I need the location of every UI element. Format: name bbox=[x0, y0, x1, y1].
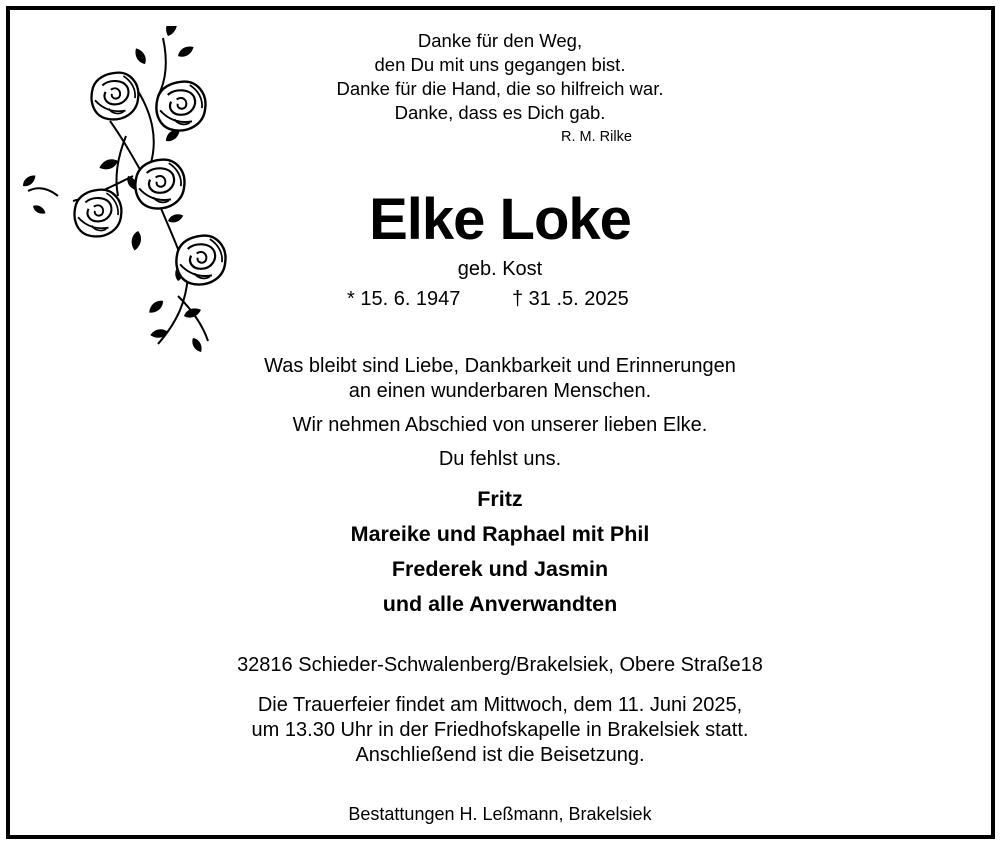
address: 32816 Schieder-Schwalenberg/Brakelsiek, Obere Straße18 bbox=[237, 654, 763, 676]
message-line: Was bleibt sind Liebe, Dankbarkeit und Erinnerungen bbox=[264, 355, 736, 377]
birth-date: * 15. 6. 1947 bbox=[347, 288, 461, 310]
death-date: † 31 .5. 2025 bbox=[512, 288, 629, 310]
birth-name: geb. Kost bbox=[457, 258, 543, 280]
poem-line: Danke, dass es Dich gab. bbox=[394, 102, 606, 123]
miss-line: Du fehlst uns. bbox=[438, 448, 562, 470]
poem-author: R. M. Rilke bbox=[561, 129, 632, 145]
family-member: Mareike und Raphael mit Phil bbox=[350, 522, 650, 546]
ceremony-line: Anschließend ist die Beisetzung. bbox=[355, 744, 645, 766]
poem-line: Danke für den Weg, bbox=[417, 30, 583, 51]
poem-line: den Du mit uns gegangen bist. bbox=[374, 54, 626, 75]
farewell-line: Wir nehmen Abschied von unserer lieben Elke. bbox=[292, 414, 708, 436]
family-member: Frederek und Jasmin bbox=[391, 557, 609, 581]
poem-line: Danke für die Hand, die so hilfreich war. bbox=[336, 78, 664, 99]
ceremony-line: Die Trauerfeier findet am Mittwoch, dem 11. Juni 2025, bbox=[257, 694, 743, 716]
undertaker: Bestattungen H. Leßmann, Brakelsiek bbox=[348, 804, 652, 824]
ceremony-line: um 13.30 Uhr in der Friedhofskapelle in Brakelsiek statt. bbox=[251, 719, 749, 741]
family-member: und alle Anverwandten bbox=[382, 592, 618, 616]
family-member: Fritz bbox=[477, 487, 523, 511]
deceased-name: Elke Loke bbox=[369, 187, 631, 252]
message-line: an einen wunderbaren Menschen. bbox=[348, 380, 652, 402]
